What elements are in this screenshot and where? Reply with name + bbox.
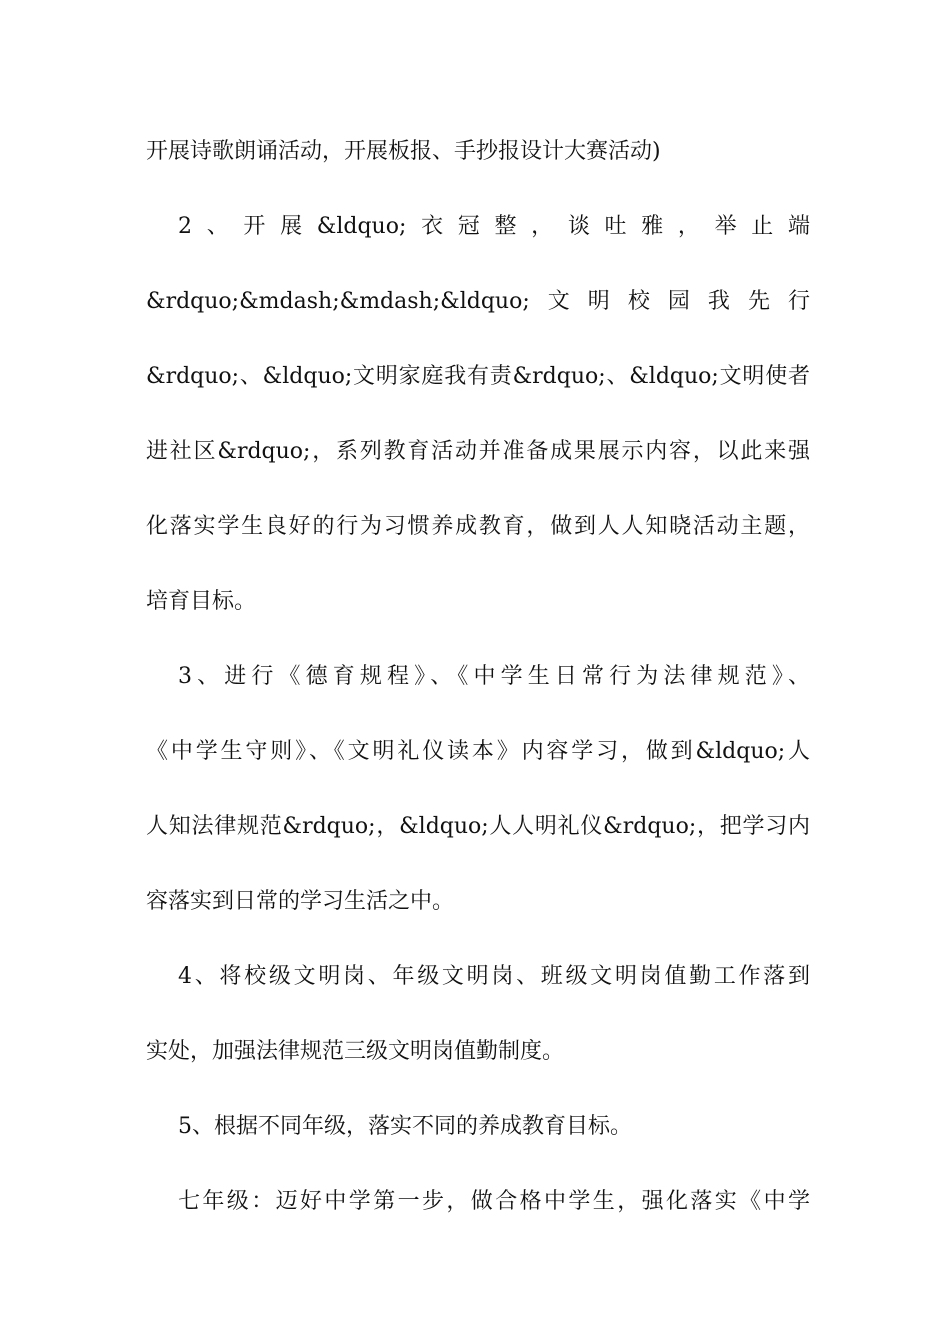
text-line-6: 化落实学生良好的行为习惯养成教育，做到人人知晓活动主题， — [146, 514, 810, 539]
text-line-7: 培育目标。 — [146, 589, 257, 614]
text-line-4: &rdquo;、&ldquo;文明家庭我有责&rdquo;、&ldquo;文明使者 — [146, 364, 810, 389]
text-line-1: 开展诗歌朗诵活动，开展板报、手抄报设计大赛活动) — [146, 139, 661, 164]
text-line-2: 2、开展&ldquo;衣冠整，谈吐雅，举止端 — [178, 214, 810, 239]
text-line-15: 七年级：迈好中学第一步，做合格中学生，强化落实《中学 — [178, 1189, 810, 1214]
text-line-3: &rdquo;&mdash;&mdash;&ldquo;文明校园我先行 — [146, 289, 810, 314]
text-line-9: 《中学生守则》、《文明礼仪读本》内容学习，做到&ldquo;人 — [146, 739, 810, 764]
text-line-11: 容落实到日常的学习生活之中。 — [146, 889, 455, 914]
text-line-12: 4、将校级文明岗、年级文明岗、班级文明岗值勤工作落到 — [178, 964, 810, 989]
text-line-5: 进社区&rdquo;，系列教育活动并准备成果展示内容，以此来强 — [146, 439, 810, 464]
text-line-8: 3、进行《德育规程》、《中学生日常行为法律规范》、 — [178, 664, 810, 689]
text-line-10: 人知法律规范&rdquo;，&ldquo;人人明礼仪&rdquo;，把学习内 — [146, 814, 810, 839]
text-line-13: 实处，加强法律规范三级文明岗值勤制度。 — [146, 1039, 565, 1064]
text-line-14: 5、根据不同年级，落实不同的养成教育目标。 — [178, 1114, 632, 1139]
